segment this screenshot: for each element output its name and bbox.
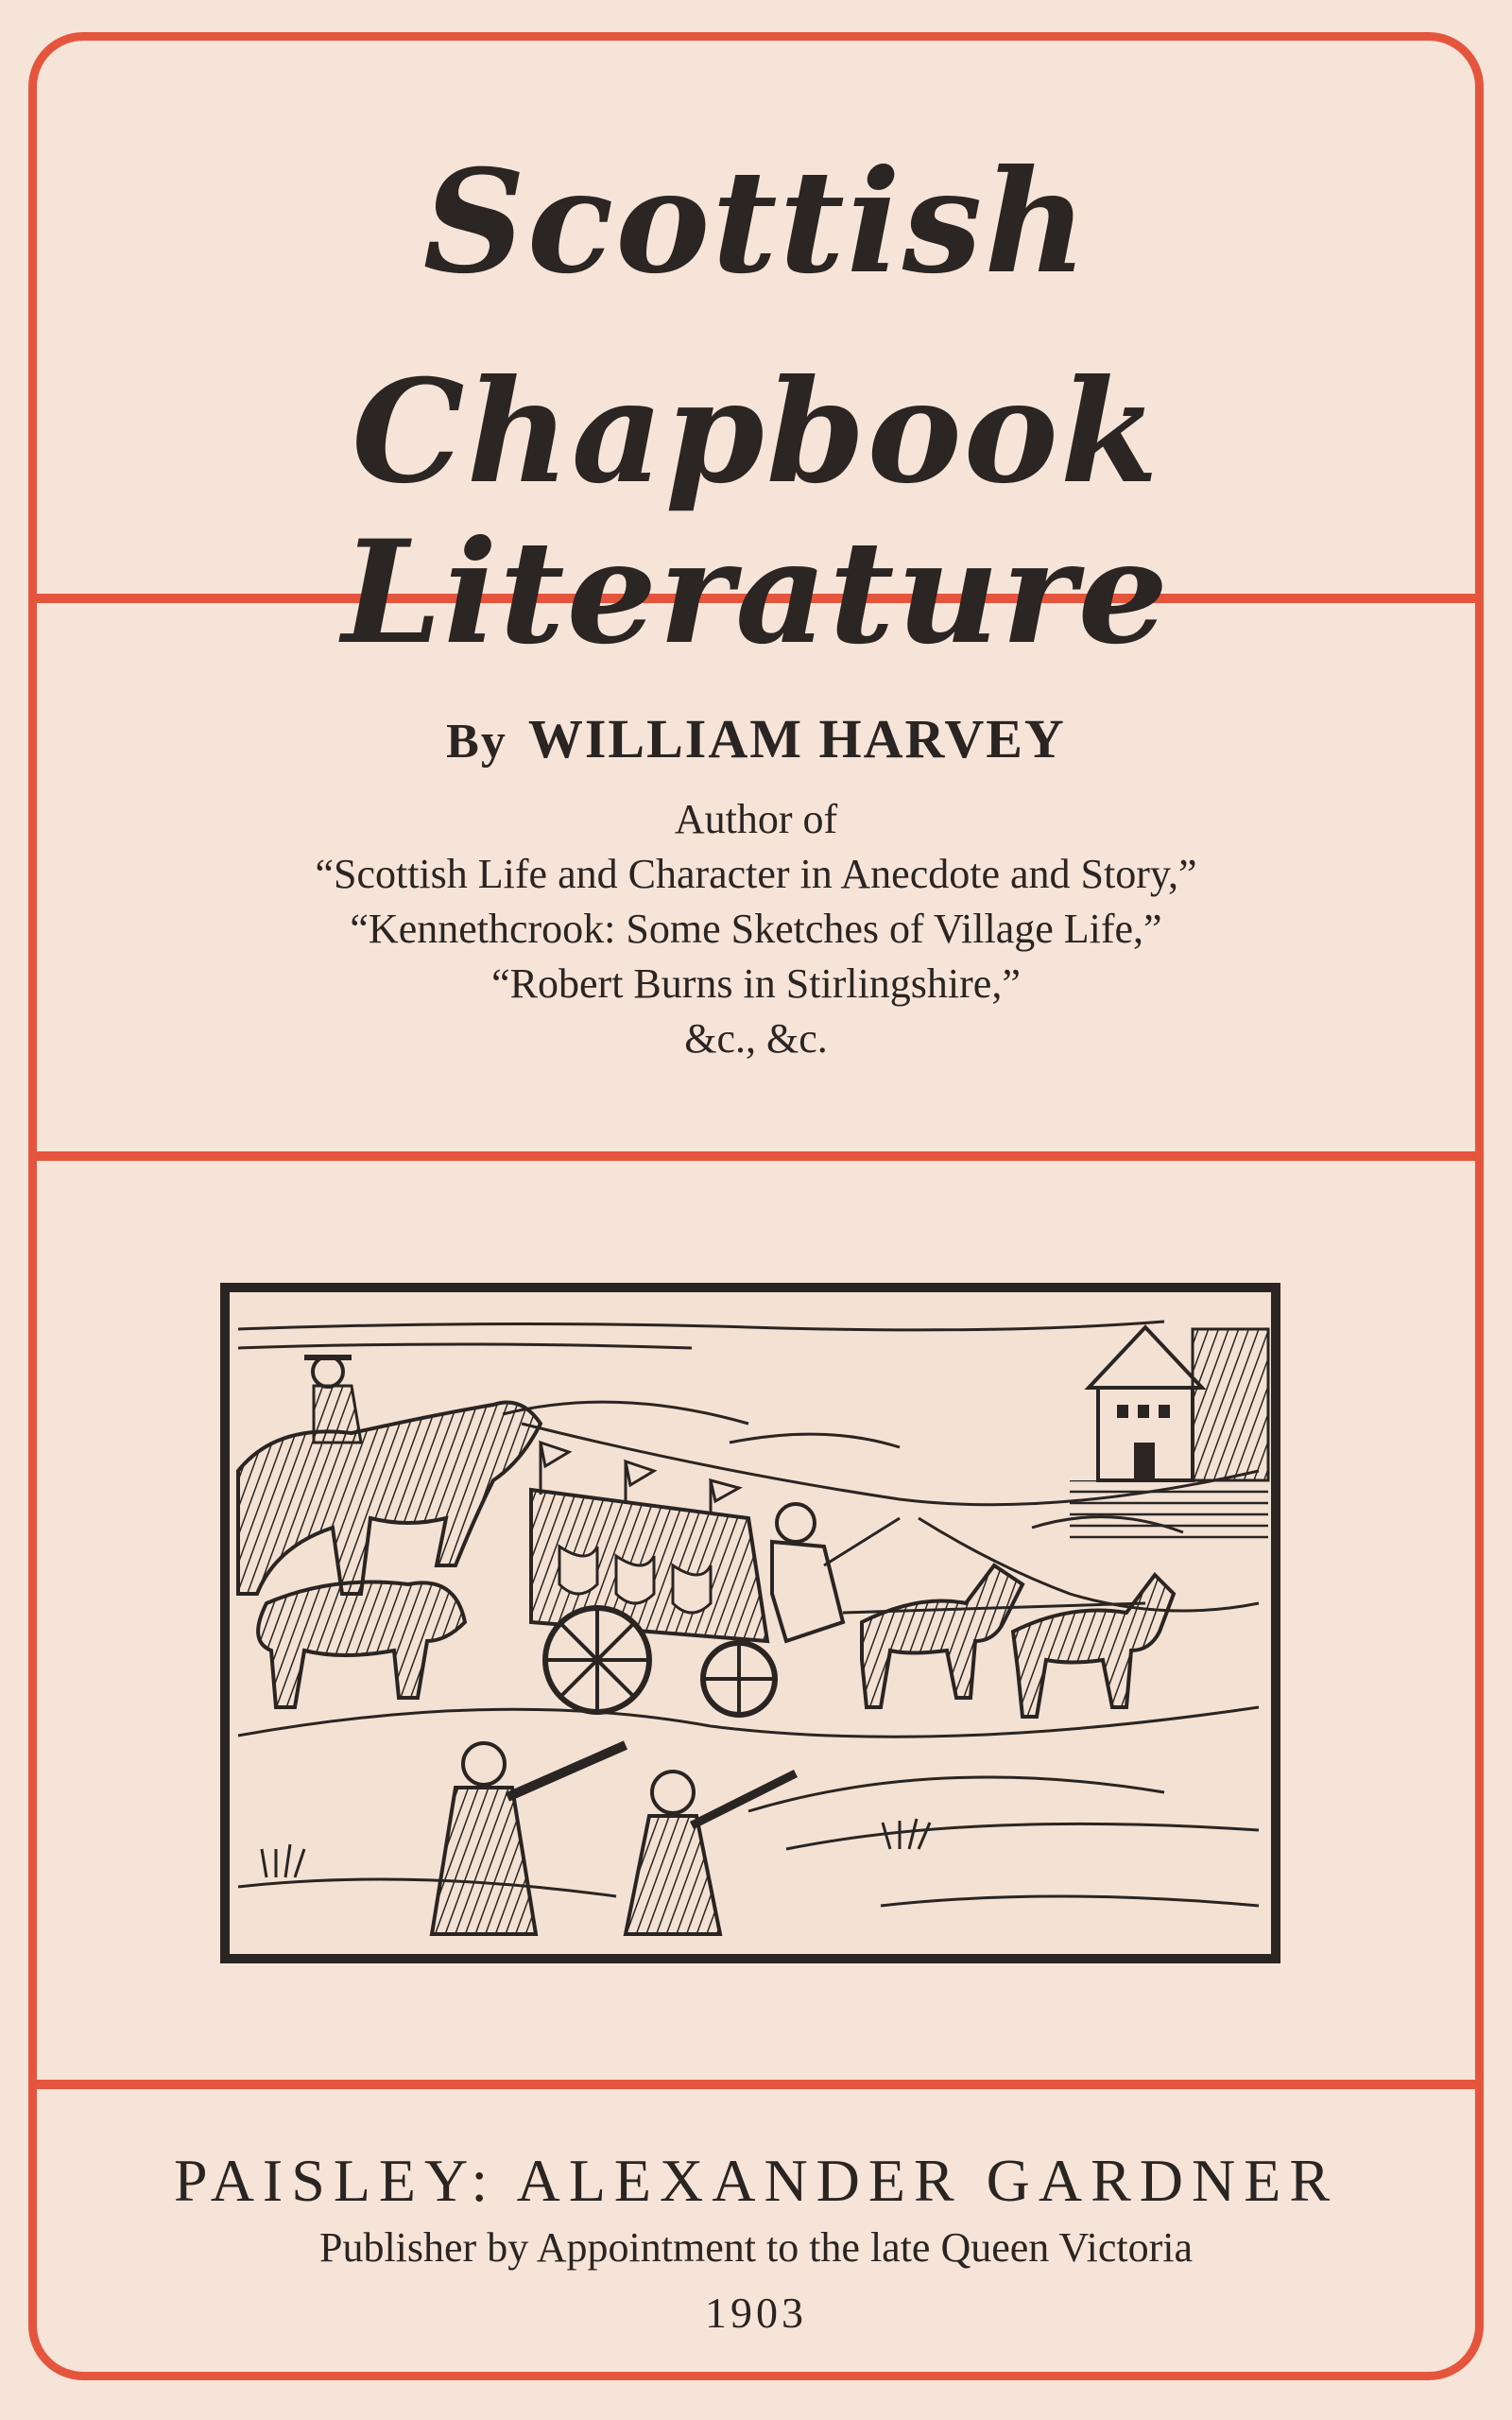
title-line-2: Chapbook Literature — [341, 349, 1171, 676]
divider-illustration — [28, 2080, 1484, 2089]
work-etc: &c., &c. — [684, 1015, 828, 1062]
publisher-line: PAISLEY: ALEXANDER GARDNER — [173, 2147, 1339, 2214]
appointment-line: Publisher by Appointment to the late Queen Victoria — [318, 2224, 1194, 2271]
work-title: “Robert Burns in Stirlingshire,” — [491, 960, 1021, 1007]
publication-year: 1903 — [705, 2289, 807, 2337]
author-works — [0, 792, 1512, 1066]
divider-author — [28, 1151, 1484, 1161]
work-title: “Scottish Life and Character in Anecdote and Story,” — [315, 851, 1197, 897]
author-name: WILLIAM HARVEY — [527, 708, 1066, 769]
work-title: “Kennethcrook: Some Sketches of Village Life,” — [350, 906, 1162, 952]
author-of-label: Author of — [674, 796, 838, 842]
byline — [0, 707, 1512, 770]
woodcut-coach-scene-icon — [219, 1282, 1281, 1964]
byline-prefix: By — [446, 715, 507, 769]
title-line-1: Scottish — [422, 139, 1090, 305]
